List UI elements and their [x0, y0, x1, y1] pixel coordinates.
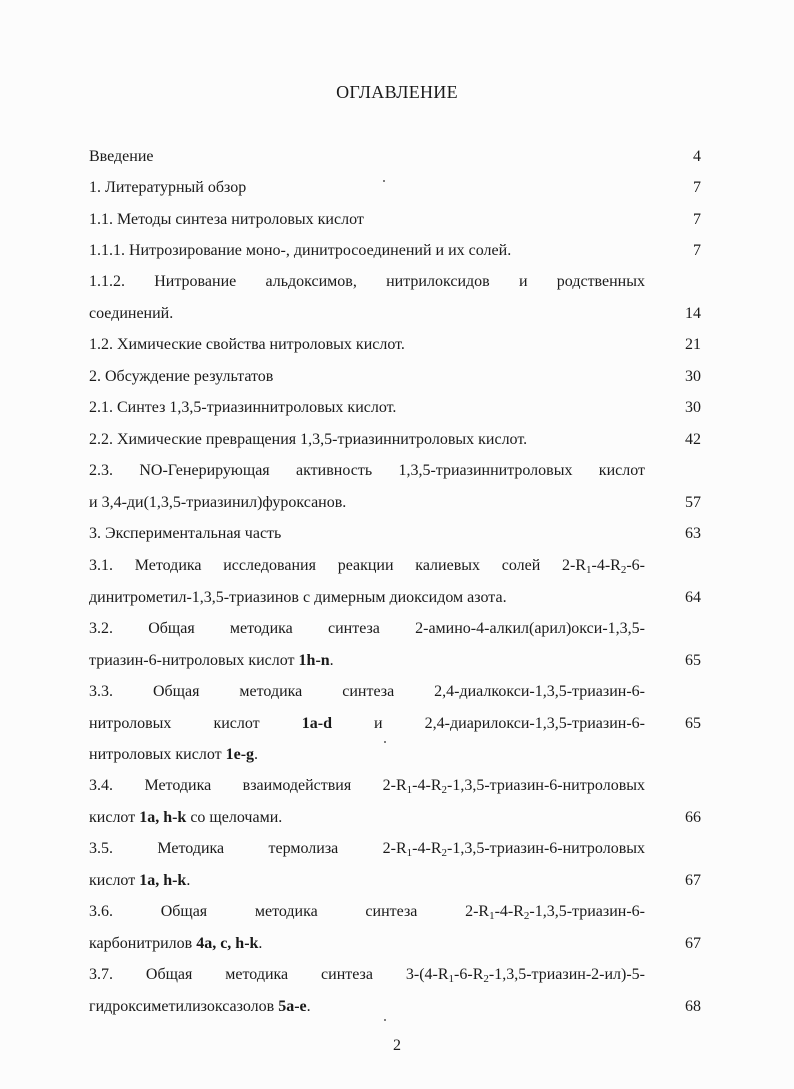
toc-entry [89, 329, 701, 361]
toc-entry [89, 361, 701, 393]
toc-entry-page: 63 [685, 525, 701, 542]
page-number: 2 [393, 1037, 401, 1054]
toc-entry-page: 67 [685, 934, 701, 952]
toc-entry-text: 3.1. Методика исследования реакции калиевых солей $2-R_1-4-R_2-6-$ [89, 557, 645, 576]
toc-entry-page: 64 [685, 588, 701, 606]
toc-entry-text: нитроловых кислот 1a-d и 2,4-диарилокси-1,3,5-триазин-6- [89, 714, 645, 732]
scan-speck [383, 180, 385, 182]
toc-entry-page: 21 [685, 336, 701, 353]
toc-entry [89, 676, 701, 771]
toc-entry-page: 7 [693, 179, 701, 196]
toc-entry-text: 3. Экспериментальная часть [89, 525, 282, 542]
toc-entry-page: 7 [693, 211, 701, 228]
toc-entry-text: триазин-6-нитроловых кислот 1h-n. [89, 651, 334, 669]
toc-entry-page: 14 [685, 304, 701, 322]
toc-entry-text: гидроксиметилизоксазолов 5a-e. [89, 997, 311, 1015]
page-title: ОГЛАВЛЕНИЕ [336, 82, 458, 102]
toc-entry [89, 550, 701, 613]
toc-entry-page: 68 [685, 997, 701, 1015]
toc-entry-text: 1. Литературный обзор [89, 179, 247, 196]
scan-speck [384, 1019, 386, 1021]
toc-entry [89, 424, 701, 456]
toc-entry [89, 959, 701, 1022]
toc-entry-text: 1.2. Химические свойства нитроловых кислот. [89, 336, 405, 353]
toc-entry [89, 833, 701, 896]
toc-entry-text: 3.5. Методика термолиза $2-R_1-4-R_2-1,3,5-триазин-6$-нитроловых [89, 840, 645, 859]
toc-entry-text: кислот 1a, h-k со щелочами. [89, 808, 283, 826]
toc-entry [89, 172, 701, 204]
toc-entry-text: 2.1. Синтез 1,3,5-триазиннитроловых кислот. [89, 399, 397, 416]
toc-entry [89, 204, 701, 236]
toc-entry [89, 896, 701, 959]
toc-entry-page: 65 [685, 714, 701, 732]
toc-entry-text: соединений. [89, 304, 174, 322]
toc-entry [89, 770, 701, 833]
toc-entry-text: 3.4. Методика взаимодействия $2-R_1-4-R_2-1,3,5-триазин-6$-нитроловых [89, 777, 645, 796]
toc-entry-text: 1.1.2. Нитрование альдоксимов, нитрилоксидов и родственных [89, 273, 645, 290]
toc-entry-text: 2.3. NO-Генерирующая активность 1,3,5-триазиннитроловых кислот [89, 462, 645, 479]
toc-entry-text: 1.1. Методы синтеза нитроловых кислот [89, 211, 364, 228]
toc-entry [89, 266, 701, 329]
scan-speck [384, 741, 386, 743]
toc-entry-text: 3.6. Общая методика синтеза $2-R_1-4-R_2-1,3,5-триазин-6-$ [89, 903, 645, 922]
toc-entry-page: 42 [685, 431, 701, 448]
toc-entry-page: 57 [685, 493, 701, 511]
toc-entry [89, 392, 701, 424]
toc-entry-text: 3.7. Общая методика синтеза $3-(4-R_1-6-R_2-1,3,5-триазин-2-ил)-5-$ [89, 966, 645, 985]
toc-entry-page: 30 [685, 399, 701, 416]
toc-entry [89, 235, 701, 267]
toc-entry-page: 67 [685, 871, 701, 889]
toc-entry-text: 1.1.1. Нитрозирование моно-, динитросоединений и их солей. [89, 242, 512, 259]
toc-entry-text: 2.2. Химические превращения 1,3,5-триазиннитроловых кислот. [89, 431, 528, 448]
toc-entry-text: карбонитрилов 4a, c, h-k. [89, 934, 263, 952]
toc-entry-text: и 3,4-ди(1,3,5-триазинил)фуроксанов. [89, 493, 347, 511]
toc-entry [89, 141, 701, 173]
toc-entry-text: 2. Обсуждение результатов [89, 368, 274, 385]
toc-entry-page: 65 [685, 651, 701, 669]
toc-entry-text: нитроловых кислот 1e-g. [89, 746, 259, 763]
toc-entry-page: 7 [693, 242, 701, 259]
toc-entry [89, 455, 701, 518]
toc-entry [89, 613, 701, 676]
toc-entry-text: Введение [89, 148, 154, 165]
toc-entry-page: 66 [685, 808, 701, 826]
toc-entry-text: 3.3. Общая методика синтеза 2,4-диалкокси-1,3,5-триазин-6- [89, 683, 645, 700]
toc-entry-text: кислот 1a, h-k. [89, 871, 191, 889]
toc-entry-text: 3.2. Общая методика синтеза 2-амино-4-алкил(арил)окси-1,3,5- [89, 620, 645, 637]
toc-entry-page: 30 [685, 368, 701, 385]
toc-entry-page: 4 [693, 148, 701, 165]
toc-entry [89, 518, 701, 550]
toc-entry-text: динитрометил-1,3,5-триазинов с димерным диоксидом азота. [89, 588, 507, 606]
